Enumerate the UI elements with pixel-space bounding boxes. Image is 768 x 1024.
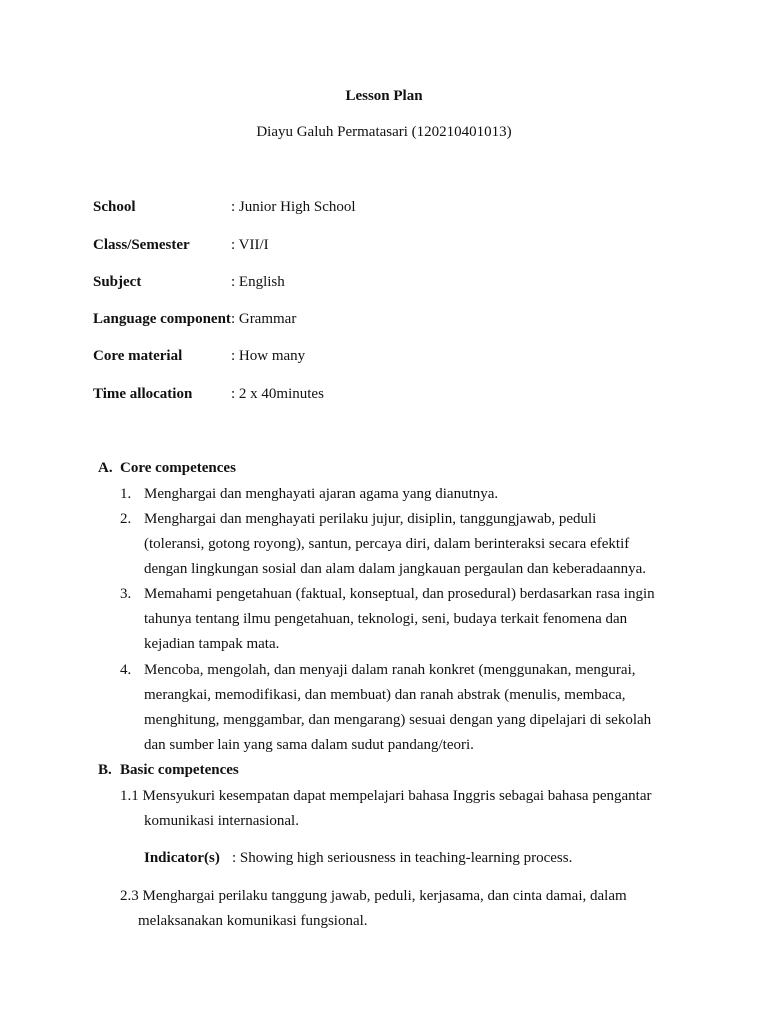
document-title: Lesson Plan: [345, 88, 423, 104]
list-number: 4.: [120, 662, 132, 678]
list-text-line: kejadian tampak mata.: [144, 636, 280, 652]
info-row-time-allocation: [93, 382, 324, 407]
section-title: Core competences: [120, 460, 236, 476]
section-letter: B.: [98, 762, 112, 778]
list-text-line: (toleransi, gotong royong), santun, percaya diri, dalam berinteraksi secara efektif: [144, 536, 630, 552]
info-label: Class/Semester: [93, 237, 190, 253]
info-row-class-semester: [93, 233, 269, 258]
info-row-language-component: [93, 307, 296, 332]
list-item: [120, 507, 680, 582]
list-item: [120, 482, 680, 507]
section-title: Basic competences: [120, 762, 239, 778]
list-text-line: dengan lingkungan sosial dan alam dalam jangkauan pergaulan dan keberadaannya.: [144, 561, 647, 577]
info-row-subject: [93, 270, 285, 295]
basic-competence-line: 2.3 Menghargai perilaku tanggung jawab, peduli, kerjasama, dan cinta damai, dalam: [120, 888, 627, 904]
section-heading-core-competences: [98, 456, 236, 481]
info-value: : 2 x 40minutes: [231, 386, 324, 402]
list-number: 3.: [120, 586, 132, 602]
info-label: Subject: [93, 274, 142, 290]
info-value: : VII/I: [231, 237, 269, 253]
info-value: : How many: [231, 348, 306, 364]
list-number: 2.: [120, 511, 132, 527]
list-number: 1.: [120, 486, 132, 502]
basic-competence-line: melaksanakan komunikasi fungsional.: [138, 913, 368, 929]
basic-competence-line: komunikasi internasional.: [144, 813, 299, 829]
list-text-line: Menghargai dan menghayati perilaku jujur, disiplin, tanggungjawab, peduli: [144, 511, 597, 527]
list-text-line: dan sumber lain yang sama dalam sudut pandang/teori.: [144, 737, 474, 753]
info-value: : Grammar: [230, 311, 297, 327]
info-label: Language component: [93, 311, 231, 327]
basic-competence-line: 1.1 Mensyukuri kesempatan dapat mempelajari bahasa Inggris sebagai bahasa pengantar: [120, 788, 652, 804]
list-text-line: menghitung, menggambar, dan mengarang) sesuai dengan yang dipelajari di sekolah: [144, 712, 652, 728]
basic-competence-item: [120, 784, 680, 834]
list-item: [120, 658, 680, 758]
info-row-core-material: [93, 344, 305, 369]
list-text-line: Menghargai dan menghayati ajaran agama yang dianutnya.: [144, 486, 499, 502]
list-item: [120, 582, 680, 657]
basic-competence-item: [120, 884, 680, 934]
document-author: Diayu Galuh Permatasari (120210401013): [256, 124, 512, 140]
indicator-value: : Showing high seriousness in teaching-learning process.: [232, 850, 573, 866]
section-heading-basic-competences: [98, 758, 239, 783]
section-letter: A.: [98, 460, 113, 476]
indicator-row: [144, 846, 572, 871]
list-text-line: Mencoba, mengolah, dan menyaji dalam ranah konkret (menggunakan, mengurai,: [144, 662, 636, 678]
indicator-label: Indicator(s): [144, 850, 220, 866]
info-value: : Junior High School: [231, 199, 356, 215]
info-label: Core material: [93, 348, 183, 364]
info-row-school: [93, 195, 356, 220]
info-label: School: [93, 199, 136, 215]
info-value: : English: [231, 274, 285, 290]
list-text-line: Memahami pengetahuan (faktual, konseptual, dan prosedural) berdasarkan rasa ingin: [144, 586, 655, 602]
list-text-line: merangkai, memodifikasi, dan membuat) dan ranah abstrak (menulis, membaca,: [144, 687, 626, 703]
list-text-line: tahunya tentang ilmu pengetahuan, teknologi, seni, budaya terkait fenomena dan: [144, 611, 628, 627]
info-label: Time allocation: [93, 386, 193, 402]
